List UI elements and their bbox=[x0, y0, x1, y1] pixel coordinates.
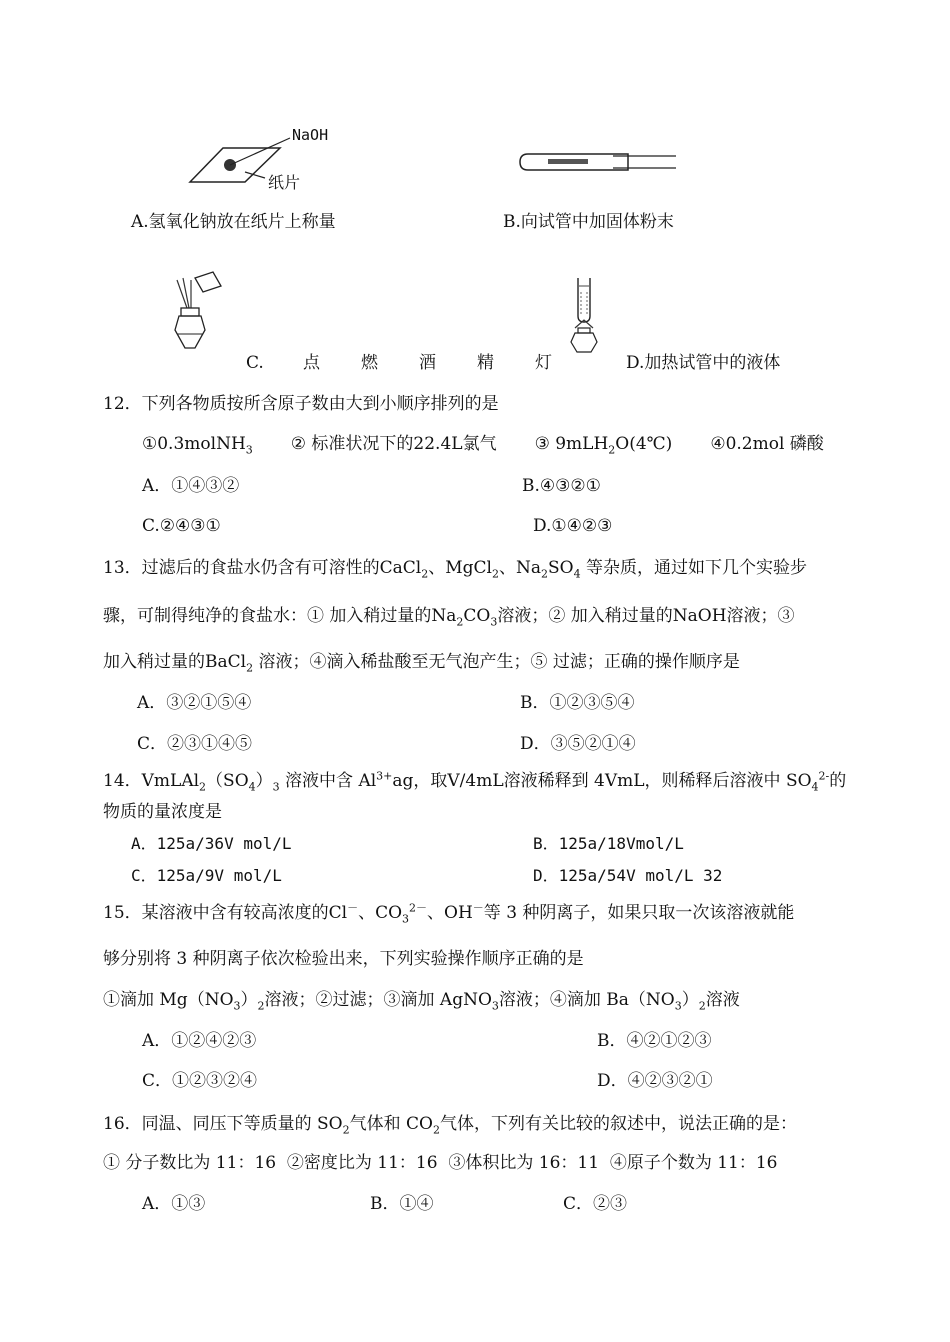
option-c-char: 灯 bbox=[535, 353, 552, 373]
q13-line-2: 骤，可制得纯净的食盐水：① 加入稍过量的$Na_2CO_3$溶液；② 加入稍过量的NaOH溶液；③ bbox=[103, 606, 795, 629]
q14-option-b: B．125a/18Vmol/L bbox=[533, 834, 684, 853]
q14-option-a: A．125a/36V mol/L bbox=[131, 834, 292, 853]
q14-option-c: C．125a/9V mol/L bbox=[131, 866, 282, 885]
option-c-char: 点 bbox=[303, 353, 320, 373]
q14-line-2: 物质的量浓度是 bbox=[103, 802, 222, 822]
q13-option-b: B．①②③⑤④ bbox=[520, 693, 635, 713]
q12-option-d: D.①④②③ bbox=[533, 516, 613, 536]
q15-option-c: C．①②③②④ bbox=[142, 1071, 258, 1091]
option-d-caption: D.加热试管中的液体 bbox=[626, 353, 781, 373]
q12-items: ①0.3molNH$_3$ ② 标准状况下的22.4L氯气 ③ 9mLH$_2$O(4℃) ④0.2mol 磷酸 bbox=[142, 434, 824, 457]
option-c-caption bbox=[246, 352, 552, 374]
q16-option-c: C．②③ bbox=[563, 1194, 628, 1214]
q15-option-b: B．④②①②③ bbox=[597, 1031, 712, 1051]
option-c-char: 燃 bbox=[361, 353, 378, 373]
q16-line-2: ① 分子数比为 11：16 ②密度比为 11：16 ③体积比为 16：11 ④原子个数为 11：16 bbox=[103, 1153, 778, 1173]
option-c-char: 酒 bbox=[419, 353, 436, 373]
q15-option-a: A．①②④②③ bbox=[142, 1031, 257, 1051]
q12-option-b: B.④③②① bbox=[522, 476, 601, 496]
option-c-char: 精 bbox=[477, 353, 494, 373]
paper-label: 纸片 bbox=[268, 173, 301, 192]
q16-option-b: B．①④ bbox=[370, 1194, 434, 1214]
q16-line-1: 16．同温、同压下等质量的 $SO_2$气体和 $CO_2$气体，下列有关比较的叙述中，说法正确的是： bbox=[103, 1114, 797, 1137]
q15-line-3: ①滴加 $Mg(NO_3)_2$溶液；②过滤；③滴加 AgNO$_3$溶液；④滴加 $Ba(NO_3)_2$溶液 bbox=[103, 990, 740, 1013]
q14-line-1: 14．$VmLAl_2(SO_4)_3$ 溶液中含 $Al^{3+}ag$，取V/4mL溶液稀释到 4VmL，则稀释后溶液中 $SO_4^{2-}$的 bbox=[103, 769, 847, 794]
option-c-char: C. bbox=[246, 353, 264, 373]
q15-option-d: D．④②③②① bbox=[597, 1071, 713, 1091]
q12-stem: 12．下列各物质按所含原子数由大到小顺序排列的是 bbox=[103, 394, 499, 414]
q12-option-c: C.②④③① bbox=[142, 516, 221, 536]
heating-test-tube-figure bbox=[565, 276, 605, 356]
q13-line-1: 13．过滤后的食盐水仍含有可溶性的CaCl$_2$、MgCl$_2$、$Na_2SO_4$ 等杂质，通过如下几个实验步 bbox=[103, 558, 807, 581]
option-a-caption: A.氢氧化钠放在纸片上称量 bbox=[131, 212, 336, 232]
option-b-caption: B.向试管中加固体粉末 bbox=[503, 212, 674, 232]
test-tube-horizontal-figure bbox=[518, 148, 678, 178]
q13-option-c: C．②③①④⑤ bbox=[137, 734, 253, 754]
alcohol-lamp-lighting-figure bbox=[165, 268, 230, 356]
q14-option-d: D．125a/54V mol/L 32 bbox=[533, 866, 723, 885]
q13-option-a: A．③②①⑤④ bbox=[137, 693, 252, 713]
q16-option-a: A．①③ bbox=[142, 1194, 206, 1214]
q12-option-a: A．①④③② bbox=[142, 476, 240, 496]
q15-line-2: 够分别将 3 种阴离子依次检验出来，下列实验操作顺序正确的是 bbox=[103, 949, 584, 969]
q13-option-d: D．③⑤②①④ bbox=[520, 734, 636, 754]
naoh-label: NaOH bbox=[292, 126, 329, 144]
q15-line-1: 15．某溶液中含有较高浓度的Cl－、$CO_3^{2-}$、OH－等 3 种阴离子，如果只取一次该溶液就能 bbox=[103, 901, 795, 926]
q13-line-3: 加入稍过量的BaCl$_2$ 溶液；④滴入稀盐酸至无气泡产生；⑤ 过滤；正确的操作顺序是 bbox=[103, 652, 740, 675]
